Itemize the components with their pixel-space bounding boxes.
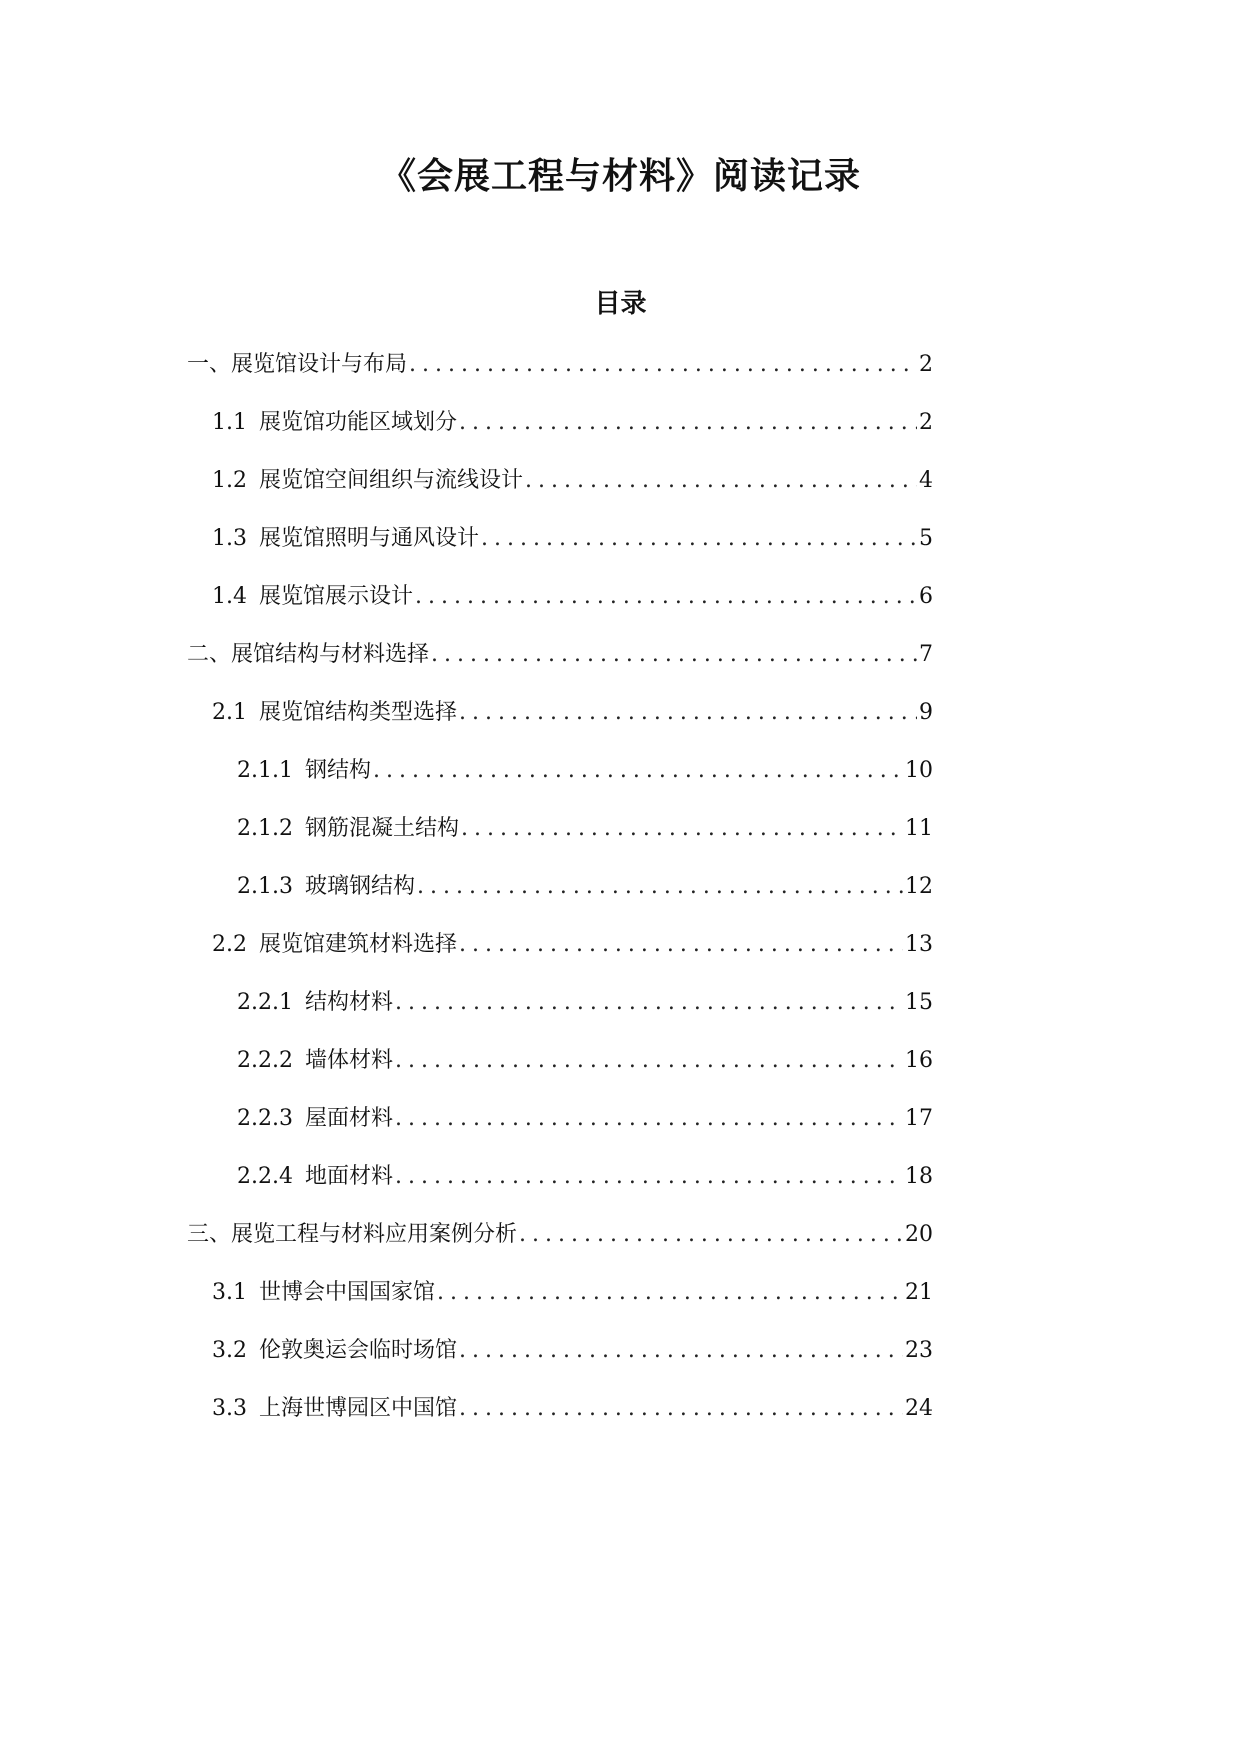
toc-entry-number: 1.2	[212, 468, 247, 493]
toc-leader-dots	[409, 350, 917, 380]
toc-entry-number: 3.3	[212, 1396, 247, 1421]
document-title: 《会展工程与材料》阅读记录	[379, 156, 861, 197]
toc-entry[interactable]	[187, 1220, 933, 1250]
toc-entry-page: 2	[919, 352, 933, 377]
toc-entry-number: 2.2	[212, 932, 247, 957]
toc-entry-number: 2.2.2	[237, 1048, 293, 1073]
toc-entry[interactable]	[212, 698, 933, 728]
toc-leader-dots	[481, 524, 917, 554]
toc-entry[interactable]	[237, 814, 933, 844]
toc-leader-dots	[525, 466, 917, 496]
toc-entry[interactable]	[212, 1394, 933, 1424]
toc-entry-number: 2.1.2	[237, 816, 293, 841]
toc-leader-dots	[395, 1104, 903, 1134]
toc-entry-number: 2.1.1	[237, 758, 293, 783]
toc-entry[interactable]	[187, 640, 933, 670]
toc-entry-page: 2	[919, 410, 933, 435]
toc-entry-number: 一、	[187, 352, 232, 377]
toc-entry-page: 11	[905, 816, 933, 841]
toc-entry-title: 展馆结构与材料选择	[231, 642, 430, 667]
toc-entry-number: 2.1.3	[237, 874, 293, 899]
toc-entry[interactable]	[237, 1104, 933, 1134]
toc-entry-number: 二、	[187, 642, 232, 667]
toc-leader-dots	[461, 814, 903, 844]
toc-entry-page: 5	[919, 526, 933, 551]
toc-entry[interactable]	[212, 524, 933, 554]
toc-leader-dots	[373, 756, 903, 786]
toc-entry-number: 1.1	[212, 410, 247, 435]
toc-entry-title: 上海世博园区中国馆	[259, 1396, 458, 1421]
toc-entry-page: 16	[905, 1048, 933, 1073]
toc-entry[interactable]	[187, 350, 933, 380]
toc-entry-number: 3.1	[212, 1280, 247, 1305]
toc-entry[interactable]	[212, 1278, 933, 1308]
toc-entry-title: 世博会中国国家馆	[259, 1280, 436, 1305]
toc-leader-dots	[459, 408, 917, 438]
toc-entry[interactable]	[237, 1046, 933, 1076]
toc-heading: 目录	[594, 289, 647, 319]
toc-entry-number: 2.2.3	[237, 1106, 293, 1131]
toc-entry-number: 1.4	[212, 584, 247, 609]
toc-entry-title: 钢结构	[304, 758, 371, 783]
toc-entry-title: 展览馆照明与通风设计	[259, 526, 480, 551]
toc-entry-page: 7	[919, 642, 933, 667]
toc-entry-page: 10	[905, 758, 933, 783]
toc-entry-title: 展览馆展示设计	[259, 584, 414, 609]
toc-entry-title: 展览工程与材料应用案例分析	[231, 1222, 518, 1247]
toc-entry-page: 24	[905, 1396, 933, 1421]
toc-entry-page: 21	[905, 1280, 933, 1305]
toc-leader-dots	[459, 1394, 903, 1424]
toc-entry-number: 2.2.1	[237, 990, 293, 1015]
toc-entry-title: 结构材料	[304, 990, 393, 1015]
toc-leader-dots	[395, 1046, 903, 1076]
toc-leader-dots	[437, 1278, 903, 1308]
toc-entry-title: 地面材料	[304, 1164, 393, 1189]
toc-entry-number: 2.2.4	[237, 1164, 293, 1189]
toc-entry-number: 1.3	[212, 526, 247, 551]
toc-entry[interactable]	[237, 988, 933, 1018]
toc-entry-number: 3.2	[212, 1338, 247, 1363]
toc-leader-dots	[395, 988, 903, 1018]
toc-entry-page: 20	[905, 1222, 933, 1247]
toc-entry-number: 2.1	[212, 700, 247, 725]
toc-entry-title: 展览馆结构类型选择	[259, 700, 458, 725]
toc-leader-dots	[417, 872, 903, 902]
toc-entry[interactable]	[212, 582, 933, 612]
toc-entry-title: 展览馆设计与布局	[231, 352, 408, 377]
toc-entry[interactable]	[237, 1162, 933, 1192]
toc-entry-title: 伦敦奥运会临时场馆	[259, 1338, 458, 1363]
toc-leader-dots	[519, 1220, 903, 1250]
toc-entry-title: 展览馆建筑材料选择	[259, 932, 458, 957]
toc-entry-page: 18	[905, 1164, 933, 1189]
toc-leader-dots	[459, 698, 917, 728]
toc-entry-title: 屋面材料	[304, 1106, 393, 1131]
toc-entry-page: 6	[919, 584, 933, 609]
toc-entry[interactable]	[212, 466, 933, 496]
toc-entry-title: 玻璃钢结构	[304, 874, 415, 899]
toc-leader-dots	[415, 582, 917, 612]
toc-entry[interactable]	[212, 930, 933, 960]
toc-entry[interactable]	[212, 408, 933, 438]
toc-entry-page: 13	[905, 932, 933, 957]
toc-entry-page: 17	[905, 1106, 933, 1131]
toc-entry-title: 展览馆空间组织与流线设计	[259, 468, 524, 493]
toc-entry-title: 墙体材料	[304, 1048, 393, 1073]
toc-entry-title: 展览馆功能区域划分	[259, 410, 458, 435]
toc-entry-page: 9	[919, 700, 933, 725]
toc-entry[interactable]	[237, 756, 933, 786]
toc-leader-dots	[459, 930, 903, 960]
toc-entry-page: 23	[905, 1338, 933, 1363]
toc-entry-page: 4	[919, 468, 933, 493]
toc-entry[interactable]	[237, 872, 933, 902]
toc-entry[interactable]	[212, 1336, 933, 1366]
toc-leader-dots	[459, 1336, 903, 1366]
toc-entry-title: 钢筋混凝土结构	[304, 816, 459, 841]
toc-leader-dots	[395, 1162, 903, 1192]
toc-entry-page: 15	[905, 990, 933, 1015]
toc-entry-number: 三、	[187, 1222, 232, 1247]
toc-leader-dots	[431, 640, 917, 670]
toc-entry-page: 12	[905, 874, 933, 899]
